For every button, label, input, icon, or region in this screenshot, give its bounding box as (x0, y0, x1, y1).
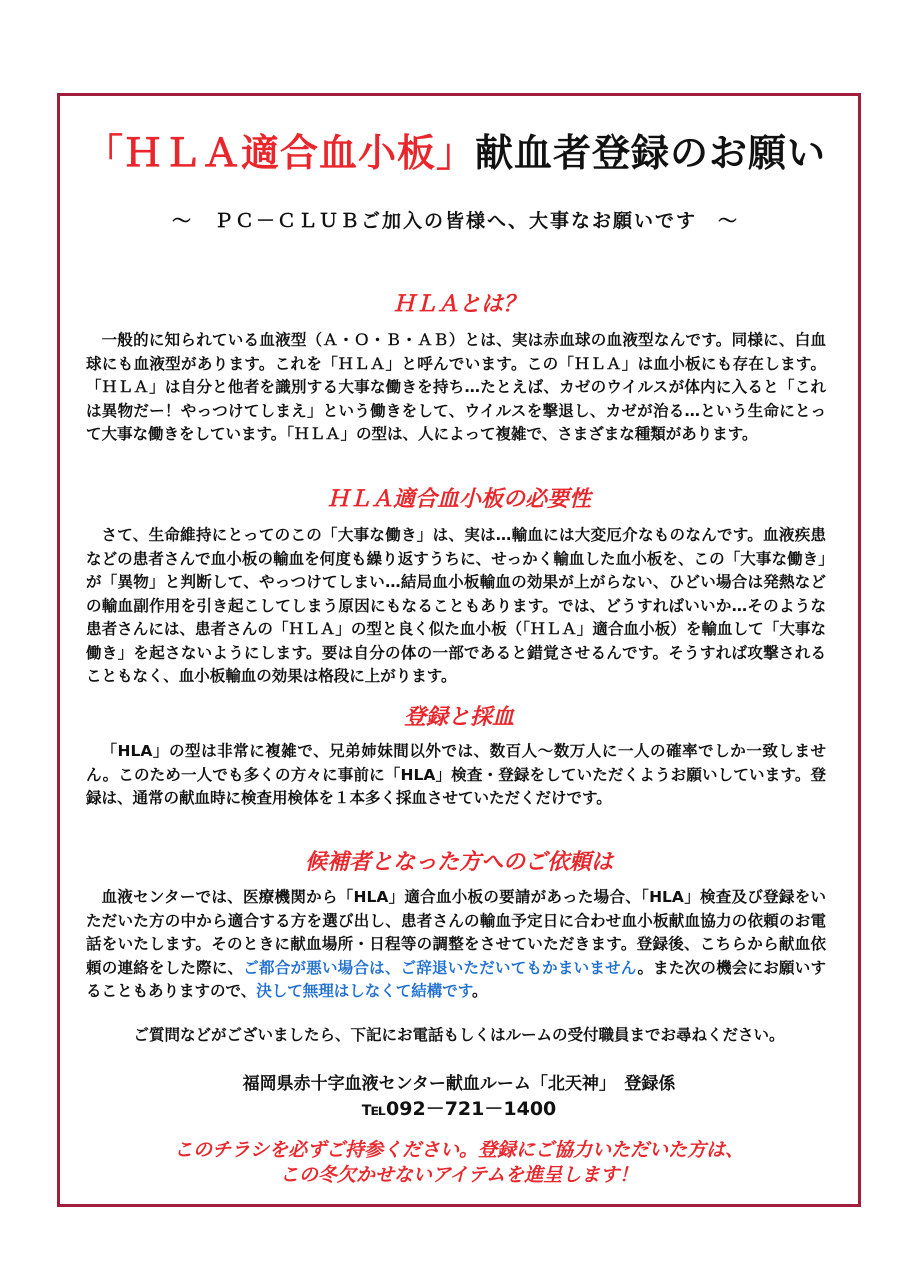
section-heading-necessity: ＨＬＡ適合血小板の必要性 (326, 487, 591, 512)
section-body-candidates (86, 886, 826, 1004)
candidates-highlight-2: 決して無理はしなくて結構です (256, 982, 472, 1000)
candidates-text-3: 。 (471, 982, 488, 1000)
title-main: 献血者登録のお願い (475, 131, 827, 175)
candidates-highlight-1: ご都合が悪い場合は、ご辞退いただいてもかまいません (243, 958, 638, 977)
candidates-text-1: 血液センターでは、医療機関から「HLA」適合血小板の要請があった場合、「HLA」検査及び登録をいただいた方の中から適合する方を選び出し、患者さんの輸血予定日に合わせ血小板献血協力の依頼のお電話をいたします。そのときに献血場所・日程等の調整をさせていただきます。登録後、こちらから献血依頼の連絡をした際に、 (86, 888, 826, 977)
section-heading-hla: ＨＬＡとは？ (392, 292, 525, 317)
title-highlight: 「ＨＬＡ適合血小板」 (84, 131, 475, 175)
page-title (0, 122, 911, 177)
footer-note-line-1: このチラシを必ずご持参ください。登録にご協力いただいた方は、 (173, 1139, 744, 1161)
contact-organization: 福岡県赤十字血液センター献血ルーム「北天神」 登録係 (242, 1074, 676, 1094)
contact-note: ご質問などがございましたら、下記にお電話もしくはルームの受付職員までお尋ねください。 (133, 1026, 785, 1044)
footer-note-line-2: この冬欠かせないアイテムを進呈します！ (279, 1164, 639, 1186)
candidates-text-2: 。また次の機会にお願いすることもありますので、 (86, 958, 826, 1000)
contact-phone: ℡092－721－1400 (361, 1098, 557, 1120)
section-heading-candidates: 候補者となった方へのご依頼は (304, 850, 613, 875)
section-body-necessity: さて、生命維持にとってのこの「大事な働き」は、実は…輸血には大変厄介なものなんです。血液疾患などの患者さんで血小板の輸血を何度も繰り返すうちに、せっかく輸血した血小板を、この「大事な働き」が「異物」と判断して、やっつけてしまい…結局血小板輸血の効果が上がらない、ひどい場合は発熱などの輸血副作用を引き起こしてしまう原因にもなることもあります。では、どうすればいいか…そのような患者さんには、患者さんの「ＨＬＡ」の型と良く似た血小板（「ＨＬＡ」適合血小板）を輸血して「大事な働き」を起さないようにします。要は自分の体の一部であると錯覚させるんです。そうすれば攻撃されることもなく、血小板輸血の効果は格段に上がります。 (86, 526, 826, 685)
section-body-hla: 一般的に知られている血液型（Ａ・Ｏ・Ｂ・ＡＢ）とは、実は赤血球の血液型なんです。同様に、白血球にも血液型があります。これを「ＨＬＡ」と呼んでいます。この「ＨＬＡ」は血小板にも存在します。「ＨＬＡ」は自分と他者を識別する大事な働きを持ち…たとえば、カゼのウイルスが体内に入ると「これは異物だー！やっつけてしまえ」という働きをして、ウイルスを撃退し、カゼが治る…という生命にとって大事な働きをしています。「ＨＬＡ」の型は、人によって複雑で、さまざまな種類があります。 (86, 331, 826, 443)
section-heading-registration: 登録と採血 (403, 705, 514, 730)
page-subtitle: ～ ＰＣ－ＣＬＵＢご加入の皆様へ、大事なお願いです ～ (171, 210, 739, 232)
section-body-registration: 「HLA」の型は非常に複雑で、兄弟姉妹間以外では、数百人～数万人に一人の確率でしか一致しません。このため一人でも多くの方々に事前に「HLA」検査・登録をしていただくようお願いしています。登録は、通常の献血時に検査用検体を１本多く採血させていただくだけです。 (86, 742, 826, 807)
